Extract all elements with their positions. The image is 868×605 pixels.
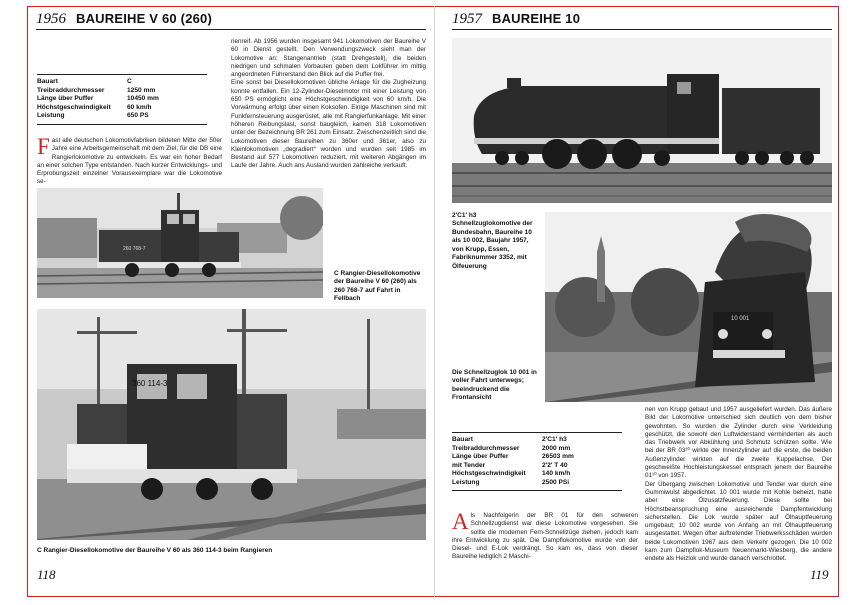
- spec-label: Leistung: [452, 478, 480, 486]
- left-header-rule: [36, 29, 426, 30]
- left-page-year: 1956: [36, 11, 66, 27]
- spec-value: 2000 mm: [542, 444, 571, 452]
- left-intro-text: ast alle deutschen Lokomotivfabriken bildeten Mitte der 50er Jahre eine Arbeitsgemeinschaft mit dem Ziel, für die DB eine Rangierlokomotive zu entwickeln. Es war ein hoher Bedarf an einer solchen Type entstanden. Nach kurzer Entwicklungs- und Erprobungszeit einzelner Vorausexemplare war die Lokomotive se-: [37, 137, 222, 186]
- page-gutter: [434, 6, 435, 597]
- spec-rule-top: [452, 432, 622, 433]
- dropcap-letter: A: [452, 509, 469, 534]
- left-page-header: [36, 10, 212, 30]
- dropcap-letter: F: [37, 134, 50, 159]
- spec-value: 2'C1' h3: [542, 436, 567, 443]
- loco-number-plate: 360 114-3: [132, 379, 168, 388]
- photo-v60-fellbach: [37, 188, 323, 298]
- spec-label: Treibraddurchmesser: [37, 86, 105, 94]
- spec-row: [452, 445, 622, 454]
- spec-row: [452, 453, 622, 462]
- spec-row: [452, 462, 622, 471]
- spec-rule-bottom: [37, 124, 207, 125]
- spec-rule-top: [37, 74, 207, 75]
- spec-label: Höchstgeschwindigkeit: [37, 103, 111, 111]
- right-intro-text: ls Nachfolgerin der BR 01 für den schweren Schnellzugdienst war diese Lokomotive vorgesehen. Sie sollte die modernen Fern-Schnellzüge ziehen, jedoch kam ihre Entwicklung zu spät. Die Dampflokomotive wurde von der Diesel- und E-Lok verdrängt. So kam es, dass von dieser Baureihe lediglich 2 Maschi-: [452, 512, 638, 561]
- spec-row: [452, 470, 622, 479]
- right-caption-1: 2'C1' h3 Schnellzuglokomotive der Bundesbahn, Baureihe 10 als 10 002, Baujahr 1957, von Krupp, Essen, Fabriknummer 3352, mit Ölfeuerung: [452, 212, 533, 270]
- spec-row: [452, 479, 622, 488]
- left-intro-paragraph: [37, 134, 222, 187]
- spec-row: [37, 78, 207, 87]
- right-page-number: 119: [810, 567, 829, 582]
- right-page-header: [452, 10, 580, 30]
- photo-360-rangieren: [37, 309, 426, 540]
- spec-row: [37, 95, 207, 104]
- photo-br10-side: [452, 38, 832, 203]
- spec-value: 2500 PSi: [542, 478, 570, 486]
- spec-value: 1250 mm: [127, 86, 156, 94]
- spec-label: Länge über Puffer: [37, 95, 94, 103]
- loco-number-plate: 260 768-7: [123, 246, 146, 252]
- right-header-rule: [452, 29, 832, 30]
- spec-value: C: [127, 78, 132, 85]
- right-body-column: nen von Krupp gebaut und 1957 ausgeliefert wurden. Das äußere Bild der Lokomotive unterschied sich deutlich von dem bisher gewohnten. So wurden die Zylinder durch eine Verkleidung geschützt, die sowohl den Luftwiderstand verminderten als auch das Triebwerk vor Abkühlung und Schmutz schützen sollte. Wie bei der BR 03¹⁰ wirkte der Innenzylinder auf die erste, die beiden Außenzylinder wirkten auf die zweite Kuppelachse. Der geschweißte Hochleistungskessel entsprach jenem der Baureihe 01¹⁰ von 1957. Der Übergang zwischen Lokomotive und Tender war durch eine Gummiwulst abgedichtet. 10 001 wurde mit Kohle beheizt, hatte aber eine Ölzusatzfeuerung. Diese sollte bei Höchstbeanspruchung eine ausreichende Dampfentwicklung sicherstellen. Die Lok wurde später auf Ölhauptfeuerung umgebaut; 10 002 wurde von Anfang an mit Ölhauptfeuerung ausgestattet. Wegen öfter auftretender Triebwerksschäden wurden beide Lokomotiven 1967 aus dem Verkehr gezogen. Die 10 002 kam zum Dampflok-Museum Neuenmarkt-Wiesberg, die andere endete als Heizlok und wurde danach verschrottet.: [645, 406, 832, 563]
- photo-10-001-front: [545, 212, 832, 402]
- spec-label: Bauart: [452, 436, 473, 443]
- spec-label: Höchstgeschwindigkeit: [452, 470, 526, 478]
- spec-label: Leistung: [37, 112, 65, 120]
- spec-label: Treibraddurchmesser: [452, 444, 520, 452]
- spec-row: [37, 104, 207, 113]
- right-spec-table: [452, 432, 622, 491]
- spec-label: Länge über Puffer: [452, 453, 509, 461]
- right-intro-paragraph: [452, 509, 638, 562]
- spec-value: 26503 mm: [542, 453, 574, 461]
- spec-value: 140 km/h: [542, 470, 571, 478]
- spec-label: Bauart: [37, 78, 58, 85]
- spec-row: [452, 436, 622, 445]
- spec-row: [37, 87, 207, 96]
- loco-number-plate: 10 001: [731, 316, 750, 322]
- left-body-column: rienreif. Ab 1956 wurden insgesamt 941 Lokomotiven der Baureihe V 60 in Dienst gestellt. Den Verwendungszweck sieht man der Lokomotive an: Stangenantrieb (statt Drehgestell), die beiden niedrigen und schmalen Vorbauten geben dem Lokführer im mittig angeordneten Führerstand den Blick auf die Puffer frei. Eine sonst bei Diesellokomotiven übliche Anlage für die Zugheizung konnte entfallen. Ein 12-Zylinder-Dieselmotor mit einer Leistung von 650 PS ermöglicht eine Höchstgeschwindigkeit von 60 km/h. Die Vorwärmung erfolgt über einen Koksofen. Einige Maschinen sind mit Funkfernsteuerung ausgerüstet, alle mit Rangierfunkanlage. Mit einer höheren Reibungslast, sonst baugleich, kamen 318 Lokomotiven unter der Bezeichnung BR 261 zum Einsatz. Zwischenzeitlich sind die Lokomotiven dieser Baureihen zu 360er und 361er, also zu Kleinlokomotiven „degradiert“ worden und wurden seit 1985 im Bestand auf 577 Lokomotiven reduziert, mit weiteren Abgängen im Laufe der Jahre. Auch ans Ausland wurden zahlreiche verkauft.: [231, 38, 426, 170]
- spec-row: [37, 112, 207, 121]
- left-page-title: BAUREIHE V 60 (260): [76, 11, 213, 26]
- left-caption-1: C Rangier-Diesellokomotive der Baureihe V 60 (260) als 260 768-7 auf Fahrt in Fellbach: [334, 270, 421, 303]
- left-page-number: 118: [37, 567, 56, 582]
- left-spec-table: [37, 74, 207, 125]
- right-caption-2: Die Schnellzuglok 10 001 in voller Fahrt unterwegs; beeindruckend die Frontansicht: [452, 369, 537, 402]
- spec-rule-bottom: [452, 490, 622, 491]
- spec-value: 2'2' T 40: [542, 461, 568, 469]
- spec-label: mit Tender: [452, 461, 486, 469]
- spec-value: 650 PS: [127, 112, 149, 120]
- right-page-year: 1957: [452, 11, 482, 27]
- spec-value: 60 km/h: [127, 103, 152, 111]
- left-caption-2: C Rangier-Diesellokomotive der Baureihe V 60 als 360 114-3 beim Rangieren: [37, 547, 273, 554]
- right-page-title: BAUREIHE 10: [492, 11, 581, 26]
- spec-value: 10450 mm: [127, 95, 159, 103]
